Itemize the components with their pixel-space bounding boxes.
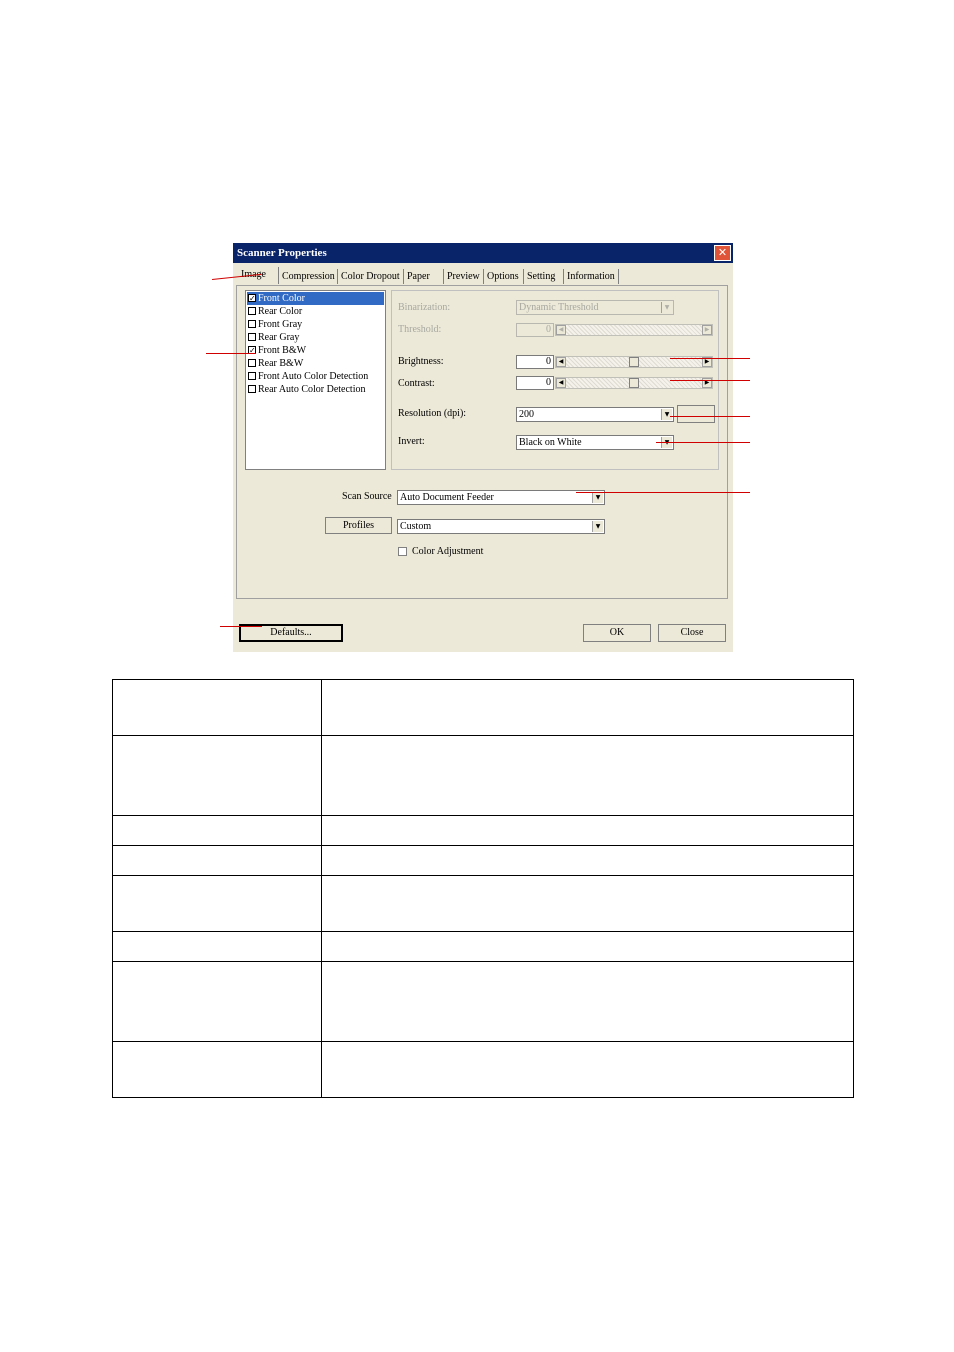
table-row bbox=[113, 962, 854, 1042]
table-row bbox=[113, 876, 854, 932]
slider-left-arrow-icon[interactable]: ◀ bbox=[556, 378, 566, 388]
callout-line-invert bbox=[656, 442, 750, 443]
resolution-value: 200 bbox=[519, 409, 534, 420]
image-type-list[interactable] bbox=[245, 290, 386, 470]
list-item-label: Front B&W bbox=[258, 345, 307, 356]
list-item-label: Rear Auto Color Detection bbox=[258, 384, 366, 395]
color-adjustment-label: Color Adjustment bbox=[412, 546, 484, 557]
list-item-rear-auto-color[interactable] bbox=[247, 383, 384, 396]
slider-right-arrow-icon[interactable]: ▶ bbox=[702, 325, 712, 335]
tab-compression[interactable] bbox=[279, 269, 338, 284]
dialog-title: Scanner Properties bbox=[237, 247, 327, 259]
list-item-rear-gray[interactable] bbox=[247, 331, 384, 344]
callout-line-defaults bbox=[220, 626, 262, 627]
callout-line-scan-source bbox=[576, 492, 750, 493]
slider-left-arrow-icon[interactable]: ◀ bbox=[556, 357, 566, 367]
table-cell bbox=[113, 962, 322, 1042]
table-row bbox=[113, 680, 854, 736]
list-item-label: Rear Color bbox=[258, 306, 303, 317]
table-row bbox=[113, 846, 854, 876]
list-item-label: Rear B&W bbox=[258, 358, 304, 369]
resolution-extra-button[interactable] bbox=[677, 405, 715, 423]
contrast-label: Contrast: bbox=[398, 378, 435, 389]
close-icon: ✕ bbox=[717, 246, 728, 259]
tab-options[interactable] bbox=[484, 269, 524, 284]
table-cell bbox=[322, 680, 854, 736]
close-button[interactable] bbox=[658, 624, 726, 642]
table-cell bbox=[322, 816, 854, 846]
binarization-value: Dynamic Threshold bbox=[519, 302, 599, 313]
description-table bbox=[112, 679, 854, 1098]
tab-label: Setting bbox=[527, 271, 556, 282]
ok-button[interactable] bbox=[583, 624, 651, 642]
threshold-label: Threshold: bbox=[398, 324, 442, 335]
table-row bbox=[113, 932, 854, 962]
profiles-select[interactable] bbox=[397, 519, 605, 534]
list-item-front-gray[interactable] bbox=[247, 318, 384, 331]
binarization-select[interactable] bbox=[516, 300, 674, 315]
contrast-input[interactable]: 0 bbox=[516, 376, 554, 390]
tab-label: Image bbox=[241, 269, 266, 280]
table-cell bbox=[113, 1042, 322, 1098]
checkbox-icon[interactable]: ✓ bbox=[249, 294, 256, 303]
list-item-front-auto-color[interactable] bbox=[247, 370, 384, 383]
list-item-rear-bw[interactable] bbox=[247, 357, 384, 370]
table-cell bbox=[113, 876, 322, 932]
resolution-label: Resolution (dpi): bbox=[398, 408, 467, 419]
list-item-front-color[interactable] bbox=[247, 292, 384, 305]
binarization-label: Binarization: bbox=[398, 302, 451, 313]
dropdown-arrow-icon[interactable]: ▼ bbox=[592, 492, 603, 503]
checkbox-icon[interactable] bbox=[248, 320, 256, 328]
tab-paper[interactable] bbox=[404, 269, 444, 284]
slider-right-arrow-icon[interactable]: ▶ bbox=[702, 357, 712, 367]
tab-label: Information bbox=[567, 271, 615, 282]
list-item-front-bw[interactable] bbox=[247, 344, 384, 357]
tab-information[interactable] bbox=[564, 269, 619, 284]
dropdown-arrow-icon[interactable]: ▼ bbox=[592, 521, 603, 532]
callout-line-contrast bbox=[670, 380, 750, 381]
slider-left-arrow-icon[interactable]: ◀ bbox=[556, 325, 566, 335]
table-cell bbox=[322, 932, 854, 962]
tab-label: Options bbox=[487, 271, 519, 282]
list-item-label: Front Gray bbox=[258, 319, 303, 330]
checkbox-icon[interactable] bbox=[248, 385, 256, 393]
defaults-button-label: Defaults... bbox=[270, 627, 312, 638]
threshold-slider[interactable] bbox=[555, 324, 713, 336]
invert-select[interactable] bbox=[516, 435, 674, 450]
table-row bbox=[113, 736, 854, 816]
table-cell bbox=[113, 816, 322, 846]
table-cell bbox=[322, 736, 854, 816]
list-item-label: Front Auto Color Detection bbox=[258, 371, 369, 382]
close-window-button[interactable] bbox=[714, 245, 731, 261]
checkbox-icon[interactable]: ✓ bbox=[249, 346, 256, 355]
table-cell bbox=[113, 846, 322, 876]
table-cell bbox=[113, 736, 322, 816]
list-item-rear-color[interactable] bbox=[247, 305, 384, 318]
resolution-select[interactable] bbox=[516, 407, 674, 422]
tab-setting[interactable] bbox=[524, 269, 564, 284]
list-item-label: Front Color bbox=[258, 293, 305, 304]
color-adjustment-checkbox[interactable] bbox=[398, 547, 407, 556]
table-cell bbox=[322, 1042, 854, 1098]
brightness-label: Brightness: bbox=[398, 356, 444, 367]
table-row bbox=[113, 816, 854, 846]
tab-color-dropout[interactable] bbox=[338, 269, 404, 284]
table-cell bbox=[322, 846, 854, 876]
callout-line-image-list bbox=[206, 353, 256, 354]
checkbox-icon[interactable] bbox=[248, 372, 256, 380]
callout-line-brightness bbox=[670, 358, 750, 359]
invert-value: Black on White bbox=[519, 437, 582, 448]
table-cell bbox=[322, 962, 854, 1042]
table-cell bbox=[113, 680, 322, 736]
dropdown-arrow-icon[interactable]: ▼ bbox=[661, 437, 672, 448]
scan-source-label: Scan Source bbox=[342, 491, 392, 502]
checkbox-icon[interactable] bbox=[248, 307, 256, 315]
profiles-button[interactable] bbox=[325, 517, 392, 534]
dropdown-arrow-icon[interactable]: ▼ bbox=[661, 302, 672, 313]
tab-label: Compression bbox=[282, 271, 335, 282]
tab-preview[interactable] bbox=[444, 269, 484, 284]
dropdown-arrow-icon[interactable]: ▼ bbox=[661, 409, 672, 420]
contrast-slider-thumb[interactable] bbox=[629, 378, 639, 388]
scan-source-select[interactable] bbox=[397, 490, 605, 505]
title-bar bbox=[233, 243, 733, 263]
contrast-slider[interactable] bbox=[555, 377, 713, 389]
threshold-input[interactable]: 0 bbox=[516, 323, 554, 337]
scanner-properties-dialog bbox=[233, 243, 733, 652]
table-cell bbox=[113, 932, 322, 962]
checkbox-icon[interactable] bbox=[248, 359, 256, 367]
close-button-label: Close bbox=[680, 627, 704, 638]
invert-label: Invert: bbox=[398, 436, 425, 447]
brightness-input[interactable]: 0 bbox=[516, 355, 554, 369]
tab-label: Preview bbox=[447, 271, 480, 282]
callout-line-resolution bbox=[670, 416, 750, 417]
table-row bbox=[113, 1042, 854, 1098]
ok-button-label: OK bbox=[609, 627, 625, 638]
list-item-label: Rear Gray bbox=[258, 332, 300, 343]
profiles-value: Custom bbox=[400, 521, 432, 532]
slider-right-arrow-icon[interactable]: ▶ bbox=[702, 378, 712, 388]
scan-source-value: Auto Document Feeder bbox=[400, 492, 494, 503]
table-cell bbox=[322, 876, 854, 932]
brightness-slider-thumb[interactable] bbox=[629, 357, 639, 367]
tab-label: Paper bbox=[407, 271, 430, 282]
profiles-button-label: Profiles bbox=[342, 520, 375, 531]
checkbox-icon[interactable] bbox=[248, 333, 256, 341]
tab-label: Color Dropout bbox=[341, 271, 400, 282]
